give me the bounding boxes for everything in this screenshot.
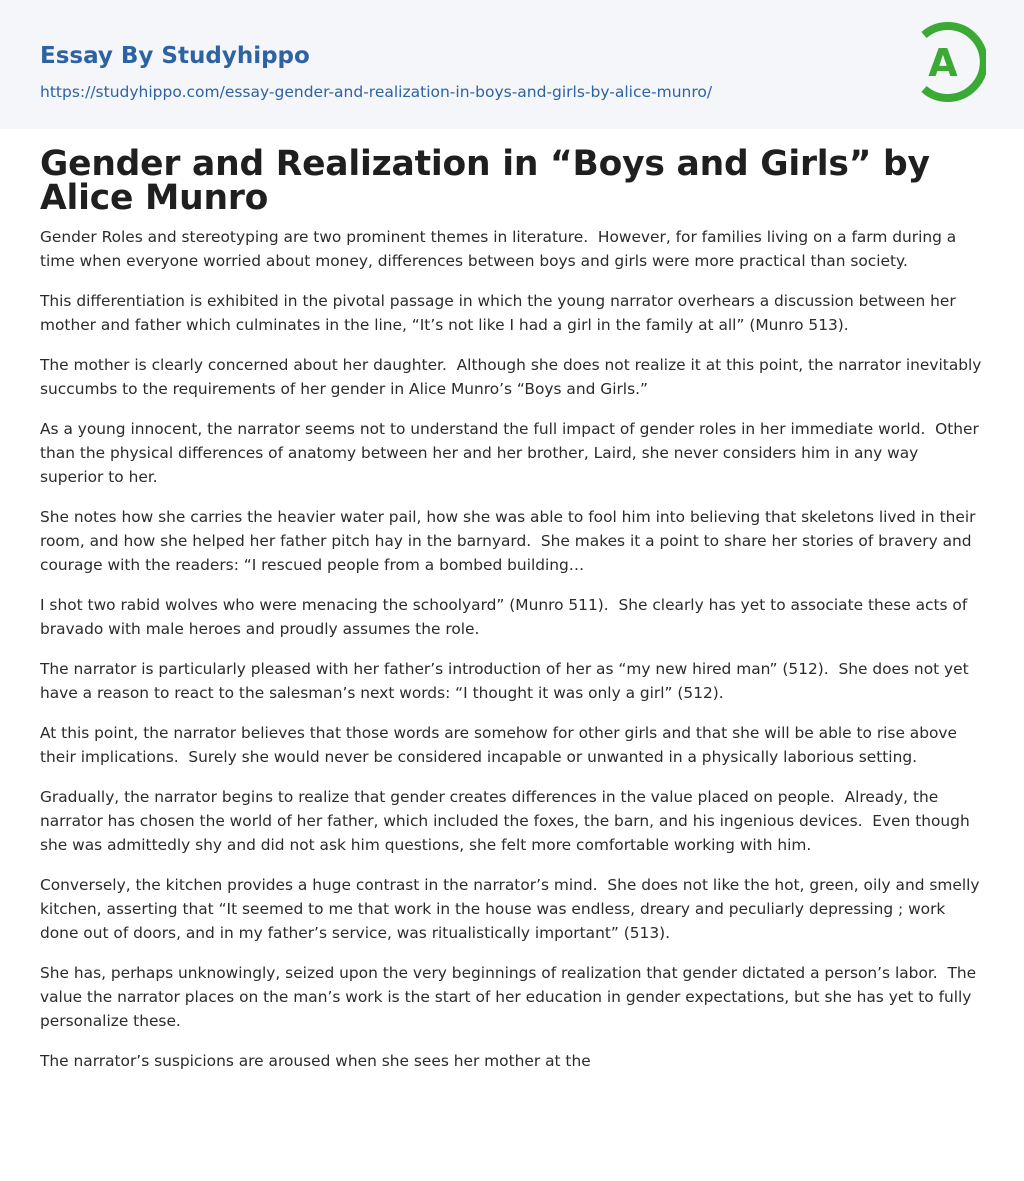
essay-paragraph: The narrator is particularly pleased with her father’s introduction of her as “my new hired man” (512). She does not yet have a reason to react to the salesman’s next words: “I thought it was only a girl” (512). xyxy=(40,660,974,702)
studyhippo-logo-icon[interactable] xyxy=(916,19,986,105)
essay-title: Gender and Realization in “Boys and Girls” by Alice Munro xyxy=(40,144,930,218)
essay-paragraph: I shot two rabid wolves who were menacing the schoolyard” (Munro 511). She clearly has yet to associate these acts of bravado with male heroes and proudly assumes the role. xyxy=(40,596,973,638)
essay-paragraph: Gender Roles and stereotyping are two prominent themes in literature. However, for families living on a farm during a time when everyone worried about money, differences between boys and girls were more practical than society. xyxy=(40,228,962,270)
essay-paragraph: Conversely, the kitchen provides a huge contrast in the narrator’s mind. She does not like the hot, green, oily and smelly kitchen, asserting that “It seemed to me that work in the house was endless, dreary and peculiarly depressing ; work done out of doors, and in my father’s service, was ritualistically important” (513). xyxy=(40,876,985,942)
source-url-link[interactable]: https://studyhippo.com/essay-gender-and-realization-in-boys-and-girls-by-alice-munro/ xyxy=(40,83,713,101)
essay-paragraph: The narrator’s suspicions are aroused when she sees her mother at the xyxy=(40,1052,591,1070)
essay-paragraph: At this point, the narrator believes that those words are somehow for other girls and that she will be able to rise above their implications. Surely she would never be considered incapable or unwanted in a physically laborious setting. xyxy=(40,724,962,766)
essay-paragraphs xyxy=(40,225,987,1073)
essay-paragraph: She has, perhaps unknowingly, seized upon the very beginnings of realization that gender dictated a person’s labor. The value the narrator places on the man’s work is the start of her education in gender expectations, but she has yet to fully personalize these. xyxy=(40,964,981,1030)
essay-paragraph: Gradually, the narrator begins to realize that gender creates differences in the value placed on people. Already, the narrator has chosen the world of her father, which included the foxes, the barn, and his ingenious devices. Even though she was admittedly shy and did not ask him questions, she felt more comfortable working with him. xyxy=(40,788,975,854)
essay-paragraph: She notes how she carries the heavier water pail, how she was able to fool him into believing that skeletons lived in their room, and how she helped her father pitch hay in the barnyard. She makes it a point to share her stories of bravery and courage with the readers: “I rescued people from a bombed building… xyxy=(40,508,981,574)
essay-paragraph: This differentiation is exhibited in the pivotal passage in which the young narrator overhears a discussion between her mother and father which culminates in the line, “It’s not like I had a girl in the family at all” (Munro 513). xyxy=(40,292,961,334)
brand-title[interactable]: Essay By Studyhippo xyxy=(40,43,310,69)
essay-body xyxy=(0,129,1024,1073)
logo-letter: A xyxy=(928,41,958,85)
site-header xyxy=(0,0,1024,129)
essay-paragraph: The mother is clearly concerned about her daughter. Although she does not realize it at this point, the narrator inevitably succumbs to the requirements of her gender in Alice Munro’s “Boys and Girls.” xyxy=(40,356,987,398)
essay-paragraph: As a young innocent, the narrator seems not to understand the full impact of gender roles in her immediate world. Other than the physical differences of anatomy between her and her brother, Laird, she never considers him in any way superior to her. xyxy=(40,420,984,486)
